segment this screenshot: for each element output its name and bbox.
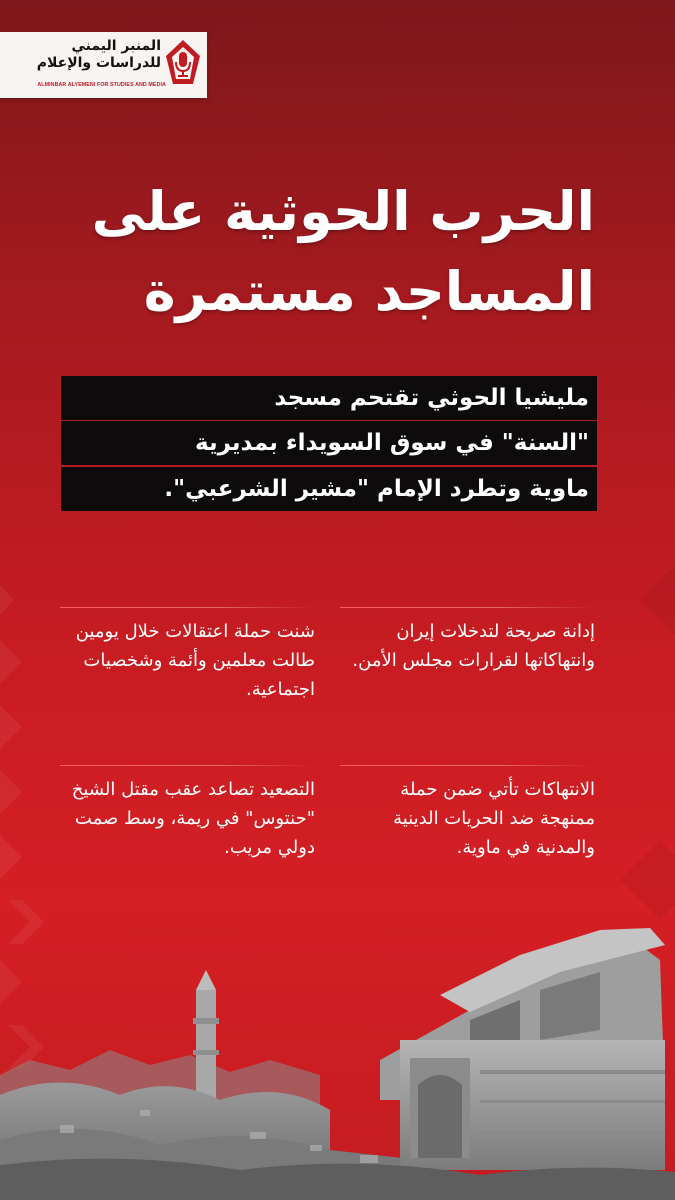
divider [340,765,595,766]
brand-name-line1: المنبر اليمني [71,38,161,54]
headline-line-2: "السنة" في سوق السويداء بمديرية [61,421,597,465]
microphone-logo-icon [163,38,203,86]
bullet-point [60,617,315,704]
divider [60,607,315,608]
headline-line-3: ماوية وتطرد الإمام "مشير الشرعبي". [61,467,597,511]
title-line-1: الحرب الحوثية على [91,180,595,243]
divider [60,765,315,766]
headline-line-1: مليشيا الحوثي تقتحم مسجد [61,376,597,420]
brand-name-english: ALMINBAR ALYEMENI FOR STUDIES AND MEDIA [37,82,166,88]
bullet-point [340,617,595,675]
bullet-text: شنت حملة اعتقالات خلال يومين طالت معلمين وأئمة وشخصيات اجتماعية. [75,621,315,700]
bullet-text: التصعيد تصاعد عقب مقتل الشيخ "حنتوس" في ريمة، وسط صمت دولي مريب. [71,779,315,858]
divider [340,607,595,608]
brand-name-line2: للدراسات والإعلام [36,55,161,71]
bullet-point [340,775,595,862]
bullet-point [60,775,315,862]
page-title [75,172,595,332]
title-line-2: المساجد مستمرة [143,260,595,323]
brand-logo [0,32,207,98]
bullet-text: الانتهاكات تأتي ضمن حملة ممنهجة ضد الحريات الدينية والمدنية في ماوية. [393,779,595,858]
bullet-text: إدانة صريحة لتدخلات إيران وانتهاكاتها لقرارات مجلس الأمن. [352,621,595,671]
destroyed-mosque-image [0,900,675,1200]
